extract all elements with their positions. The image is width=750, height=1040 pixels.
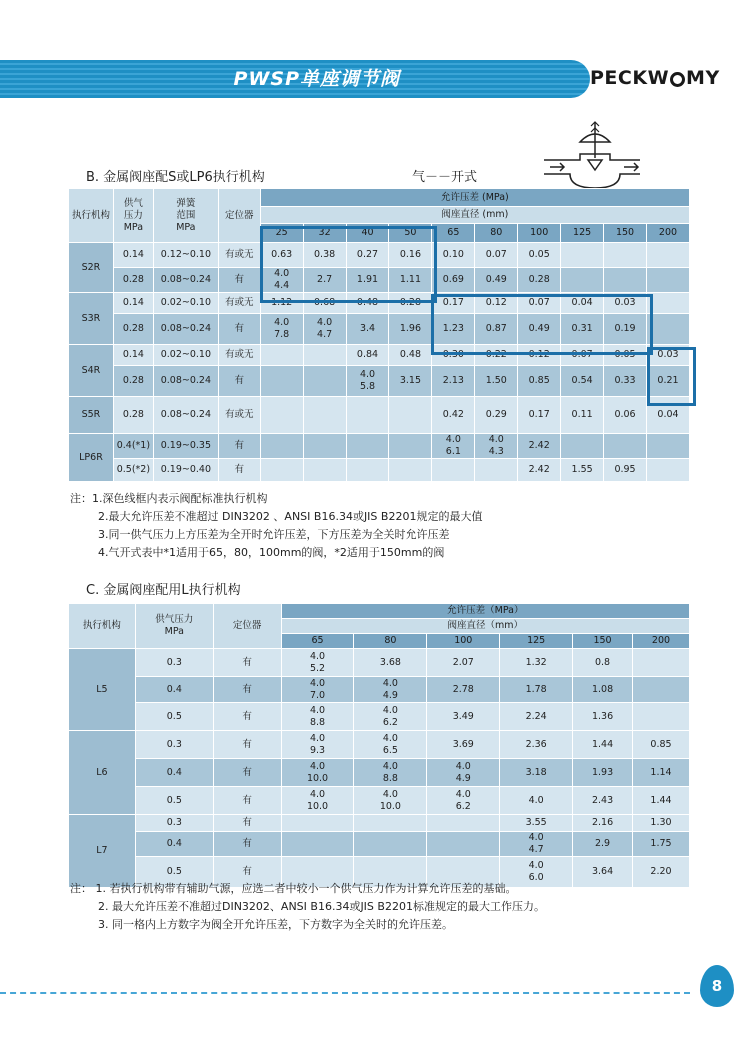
dp-value-cell: 1.78 [500, 677, 573, 703]
dp-value-cell [303, 397, 346, 434]
air-pressure-cell: 0.3 [135, 731, 213, 759]
air-pressure-cell: 0.4 [135, 677, 213, 703]
dp-value-cell: 0.19 [604, 314, 647, 345]
dp-value-cell: 1.11 [389, 268, 432, 293]
air-pressure-cell: 0.4 [135, 759, 213, 787]
dp-value-cell [604, 243, 647, 268]
actuator-cell: L6 [69, 731, 136, 815]
positioner-cell: 有或无 [218, 293, 260, 314]
dp-value-cell: 2.42 [518, 459, 561, 482]
dp-value-cell: 2.20 [633, 857, 690, 888]
note-line: 3.同一供气压力上方压差为全开时允许压差，下方压差为全关时允许压差 [98, 528, 450, 541]
header-dn: 125 [561, 224, 604, 243]
dp-value-cell: 1.30 [633, 815, 690, 832]
header-dn: 150 [604, 224, 647, 243]
brand-logo: PECKW MY [590, 67, 720, 89]
dp-value-cell [561, 268, 604, 293]
positioner-cell: 有或无 [218, 397, 260, 434]
dp-value-cell: 1.23 [432, 314, 475, 345]
dp-value-cell: 4.0 10.0 [281, 787, 354, 815]
table-b [68, 188, 690, 482]
note-line: 注： 1. 若执行机构带有辅助气源，应选二者中较小一个供气压力作为计算允许压差的基础。 [70, 882, 517, 895]
dp-value-cell: 0.07 [475, 243, 518, 268]
dp-value-cell: 0.04 [561, 293, 604, 314]
header-banner [0, 60, 750, 98]
spring-range-cell: 0.08~0.24 [153, 268, 218, 293]
header-actuator: 执行机构 [69, 189, 114, 243]
air-pressure-cell: 0.5(*2) [113, 459, 153, 482]
dp-value-cell: 3.68 [354, 649, 427, 677]
dp-value-cell [432, 459, 475, 482]
note-line: 注：1.深色线框内表示阀配标准执行机构 [70, 492, 268, 505]
dp-value-cell: 4.0 7.8 [260, 314, 303, 345]
header-allowable-dp: 允许压差（MPa） [281, 604, 689, 619]
dp-value-cell: 1.93 [573, 759, 633, 787]
dp-value-cell [561, 243, 604, 268]
dp-value-cell: 1.44 [573, 731, 633, 759]
header-dn: 100 [518, 224, 561, 243]
dp-value-cell: 0.06 [604, 397, 647, 434]
notes-c [70, 880, 545, 934]
dp-value-cell: 2.7 [303, 268, 346, 293]
dp-value-cell: 3.49 [427, 703, 500, 731]
air-pressure-cell: 0.3 [135, 815, 213, 832]
header-air-pressure: 供气压力 MPa [135, 604, 213, 649]
dp-value-cell [281, 815, 354, 832]
dp-value-cell [260, 434, 303, 459]
dp-value-cell [303, 434, 346, 459]
air-pressure-cell: 0.28 [113, 314, 153, 345]
air-pressure-cell: 0.14 [113, 345, 153, 366]
header-positioner: 定位器 [213, 604, 281, 649]
dp-value-cell [604, 434, 647, 459]
header-dn: 65 [281, 634, 354, 649]
dp-value-cell: 4.0 6.0 [500, 857, 573, 888]
dp-value-cell: 4.0 6.1 [432, 434, 475, 459]
header-dn: 200 [633, 634, 690, 649]
dp-value-cell: 3.64 [573, 857, 633, 888]
air-pressure-cell: 0.28 [113, 268, 153, 293]
dp-value-cell: 2.78 [427, 677, 500, 703]
dp-value-cell: 1.55 [561, 459, 604, 482]
dp-value-cell: 3.55 [500, 815, 573, 832]
dp-value-cell: 1.14 [633, 759, 690, 787]
footer-divider [0, 992, 690, 994]
air-pressure-cell: 0.5 [135, 703, 213, 731]
dp-value-cell [389, 397, 432, 434]
header-spring-range: 弹簧 范围 MPa [153, 189, 218, 243]
positioner-cell: 有 [213, 649, 281, 677]
dp-value-cell [427, 815, 500, 832]
dp-value-cell: 0.12 [518, 345, 561, 366]
dp-value-cell: 0.28 [389, 293, 432, 314]
dp-value-cell: 1.36 [573, 703, 633, 731]
dp-value-cell: 4.0 4.7 [303, 314, 346, 345]
header-dn: 65 [432, 224, 475, 243]
positioner-cell: 有 [218, 366, 260, 397]
dp-value-cell: 0.42 [432, 397, 475, 434]
header-dn: 32 [303, 224, 346, 243]
dp-value-cell [389, 459, 432, 482]
spring-range-cell: 0.08~0.24 [153, 366, 218, 397]
dp-value-cell [633, 703, 690, 731]
spring-range-cell: 0.19~0.35 [153, 434, 218, 459]
dp-value-cell: 2.36 [500, 731, 573, 759]
section-c-title: C. 金属阀座配用L执行机构 [86, 583, 241, 598]
dp-value-cell: 4.0 10.0 [354, 787, 427, 815]
dp-value-cell: 1.96 [389, 314, 432, 345]
dp-value-cell [346, 459, 389, 482]
header-seat-diameter: 阀座直径 (mm) [260, 207, 689, 224]
dp-value-cell: 0.33 [604, 366, 647, 397]
positioner-cell: 有 [213, 857, 281, 888]
dp-value-cell: 0.28 [518, 268, 561, 293]
dp-value-cell: 0.16 [389, 243, 432, 268]
header-dn: 40 [346, 224, 389, 243]
valve-diagram-icon [540, 112, 650, 198]
dp-value-cell [354, 832, 427, 857]
positioner-cell: 有 [213, 759, 281, 787]
dp-value-cell: 0.49 [475, 268, 518, 293]
banner-bar [0, 60, 590, 98]
note-line: 2.最大允许压差不准超过 DIN3202 、ANSI B16.34或JIS B2201规定的最大值 [98, 510, 483, 523]
positioner-cell: 有或无 [218, 345, 260, 366]
positioner-cell: 有 [218, 434, 260, 459]
dp-value-cell: 4.0 4.9 [354, 677, 427, 703]
header-positioner: 定位器 [218, 189, 260, 243]
actuator-cell: S2R [69, 243, 114, 293]
dp-value-cell [346, 397, 389, 434]
dp-value-cell [604, 268, 647, 293]
positioner-cell: 有 [218, 314, 260, 345]
dp-value-cell: 2.42 [518, 434, 561, 459]
dp-value-cell: 2.24 [500, 703, 573, 731]
note-line: 3. 同一格内上方数字为阀全开允许压差，下方数字为全关时的允许压差。 [98, 918, 453, 931]
header-dn: 200 [647, 224, 690, 243]
header-dn: 25 [260, 224, 303, 243]
dp-value-cell: 1.44 [633, 787, 690, 815]
dp-value-cell [647, 459, 690, 482]
table-c [68, 603, 690, 888]
air-pressure-cell: 0.3 [135, 649, 213, 677]
dp-value-cell: 0.85 [518, 366, 561, 397]
section-b-title: B. 金属阀座配S或LP6执行机构 [86, 170, 265, 185]
dp-value-cell: 3.4 [346, 314, 389, 345]
dp-value-cell: 3.18 [500, 759, 573, 787]
actuator-cell: L7 [69, 815, 136, 888]
dp-value-cell: 0.48 [389, 345, 432, 366]
dp-value-cell: 4.0 4.9 [427, 759, 500, 787]
dp-value-cell [260, 397, 303, 434]
dp-value-cell: 4.0 6.2 [354, 703, 427, 731]
dp-value-cell: 2.13 [432, 366, 475, 397]
air-pressure-cell: 0.4 [135, 832, 213, 857]
positioner-cell: 有 [213, 703, 281, 731]
positioner-cell: 有 [213, 677, 281, 703]
dp-value-cell: 0.17 [518, 397, 561, 434]
logo-ring-icon [670, 72, 685, 87]
spring-range-cell: 0.08~0.24 [153, 397, 218, 434]
dp-value-cell: 0.27 [346, 243, 389, 268]
dp-value-cell [633, 677, 690, 703]
dp-value-cell: 0.07 [561, 345, 604, 366]
dp-value-cell: 2.16 [573, 815, 633, 832]
dp-value-cell [303, 459, 346, 482]
dp-value-cell: 0.85 [633, 731, 690, 759]
dp-value-cell: 0.12 [475, 293, 518, 314]
air-pressure-cell: 0.14 [113, 293, 153, 314]
dp-value-cell: 4.0 6.5 [354, 731, 427, 759]
positioner-cell: 有 [213, 832, 281, 857]
dp-value-cell: 0.49 [518, 314, 561, 345]
header-seat-diameter: 阀座直径（mm） [281, 619, 689, 634]
dp-value-cell: 0.69 [432, 268, 475, 293]
air-pressure-cell: 0.5 [135, 857, 213, 888]
dp-value-cell [303, 345, 346, 366]
dp-value-cell: 1.75 [633, 832, 690, 857]
dp-value-cell: 0.87 [475, 314, 518, 345]
dp-value-cell: 4.0 6.2 [427, 787, 500, 815]
dp-value-cell: 0.31 [561, 314, 604, 345]
dp-value-cell [647, 434, 690, 459]
dp-value-cell: 0.30 [432, 345, 475, 366]
dp-value-cell: 4.0 9.3 [281, 731, 354, 759]
positioner-cell: 有 [218, 459, 260, 482]
spring-range-cell: 0.02~0.10 [153, 345, 218, 366]
header-actuator: 执行机构 [69, 604, 136, 649]
dp-value-cell: 0.95 [604, 459, 647, 482]
dp-value-cell: 0.8 [573, 649, 633, 677]
air-pressure-cell: 0.4(*1) [113, 434, 153, 459]
positioner-cell: 有 [213, 815, 281, 832]
dp-value-cell: 0.05 [518, 243, 561, 268]
actuator-cell: LP6R [69, 434, 114, 482]
dp-value-cell [281, 832, 354, 857]
header-dn: 100 [427, 634, 500, 649]
dp-value-cell: 0.21 [647, 366, 690, 397]
note-line: 4.气开式表中*1适用于65，80，100mm的阀，*2适用于150mm的阀 [98, 546, 445, 559]
dp-value-cell: 1.91 [346, 268, 389, 293]
dp-value-cell [647, 293, 690, 314]
header-allowable-dp: 允许压差 (MPa) [260, 189, 689, 207]
dp-value-cell: 4.0 8.8 [281, 703, 354, 731]
dp-value-cell: 4.0 8.8 [354, 759, 427, 787]
dp-value-cell: 4.0 4.7 [500, 832, 573, 857]
dp-value-cell [647, 268, 690, 293]
header-dn: 80 [475, 224, 518, 243]
dp-value-cell: 0.84 [346, 345, 389, 366]
dp-value-cell [389, 434, 432, 459]
positioner-cell: 有或无 [218, 243, 260, 268]
notes-b [70, 490, 482, 562]
dp-value-cell: 4.0 5.8 [346, 366, 389, 397]
dp-value-cell: 2.43 [573, 787, 633, 815]
dp-value-cell: 0.03 [647, 345, 690, 366]
dp-value-cell [260, 366, 303, 397]
dp-value-cell [633, 649, 690, 677]
dp-value-cell: 0.54 [561, 366, 604, 397]
header-dn: 125 [500, 634, 573, 649]
dp-value-cell: 1.08 [573, 677, 633, 703]
dp-value-cell: 0.22 [475, 345, 518, 366]
dp-value-cell: 4.0 [500, 787, 573, 815]
dp-value-cell: 0.68 [303, 293, 346, 314]
dp-value-cell: 4.0 5.2 [281, 649, 354, 677]
spring-range-cell: 0.19~0.40 [153, 459, 218, 482]
dp-value-cell [561, 434, 604, 459]
air-pressure-cell: 0.5 [135, 787, 213, 815]
dp-value-cell [647, 243, 690, 268]
spring-range-cell: 0.08~0.24 [153, 314, 218, 345]
dp-value-cell: 2.07 [427, 649, 500, 677]
dp-value-cell: 0.07 [518, 293, 561, 314]
dp-value-cell: 1.50 [475, 366, 518, 397]
dp-value-cell: 4.0 10.0 [281, 759, 354, 787]
dp-value-cell [260, 345, 303, 366]
dp-value-cell: 0.05 [604, 345, 647, 366]
header-dn: 50 [389, 224, 432, 243]
dp-value-cell: 3.15 [389, 366, 432, 397]
header-dn: 150 [573, 634, 633, 649]
air-pressure-cell: 0.28 [113, 366, 153, 397]
actuator-cell: S4R [69, 345, 114, 397]
dp-value-cell [475, 459, 518, 482]
air-pressure-cell: 0.14 [113, 243, 153, 268]
positioner-cell: 有 [213, 731, 281, 759]
page-title: PWSP单座调节阀 [233, 68, 400, 90]
air-pressure-cell: 0.28 [113, 397, 153, 434]
spring-range-cell: 0.02~0.10 [153, 293, 218, 314]
dp-value-cell: 4.0 4.4 [260, 268, 303, 293]
actuator-cell: S5R [69, 397, 114, 434]
dp-value-cell: 0.04 [647, 397, 690, 434]
page-number: 8 [700, 965, 734, 1007]
dp-value-cell: 1.12 [260, 293, 303, 314]
header-air-pressure: 供气 压力 MPa [113, 189, 153, 243]
mode-label: 气－－开式 [412, 170, 478, 185]
dp-value-cell: 0.10 [432, 243, 475, 268]
dp-value-cell: 0.11 [561, 397, 604, 434]
dp-value-cell: 1.32 [500, 649, 573, 677]
dp-value-cell: 0.63 [260, 243, 303, 268]
dp-value-cell: 0.38 [303, 243, 346, 268]
actuator-cell: L5 [69, 649, 136, 731]
positioner-cell: 有 [218, 268, 260, 293]
dp-value-cell [354, 815, 427, 832]
dp-value-cell: 4.0 4.3 [475, 434, 518, 459]
dp-value-cell [303, 366, 346, 397]
dp-value-cell: 0.03 [604, 293, 647, 314]
dp-value-cell [346, 434, 389, 459]
dp-value-cell [427, 832, 500, 857]
positioner-cell: 有 [213, 787, 281, 815]
header-dn: 80 [354, 634, 427, 649]
dp-value-cell [647, 314, 690, 345]
dp-value-cell: 2.9 [573, 832, 633, 857]
dp-value-cell: 3.69 [427, 731, 500, 759]
dp-value-cell: 0.29 [475, 397, 518, 434]
dp-value-cell: 0.48 [346, 293, 389, 314]
actuator-cell: S3R [69, 293, 114, 345]
dp-value-cell: 4.0 7.0 [281, 677, 354, 703]
dp-value-cell [260, 459, 303, 482]
dp-value-cell: 0.17 [432, 293, 475, 314]
note-line: 2. 最大允许压差不准超过DIN3202、ANSI B16.34或JIS B2201标准规定的最大工作压力。 [98, 900, 545, 913]
spring-range-cell: 0.12~0.10 [153, 243, 218, 268]
